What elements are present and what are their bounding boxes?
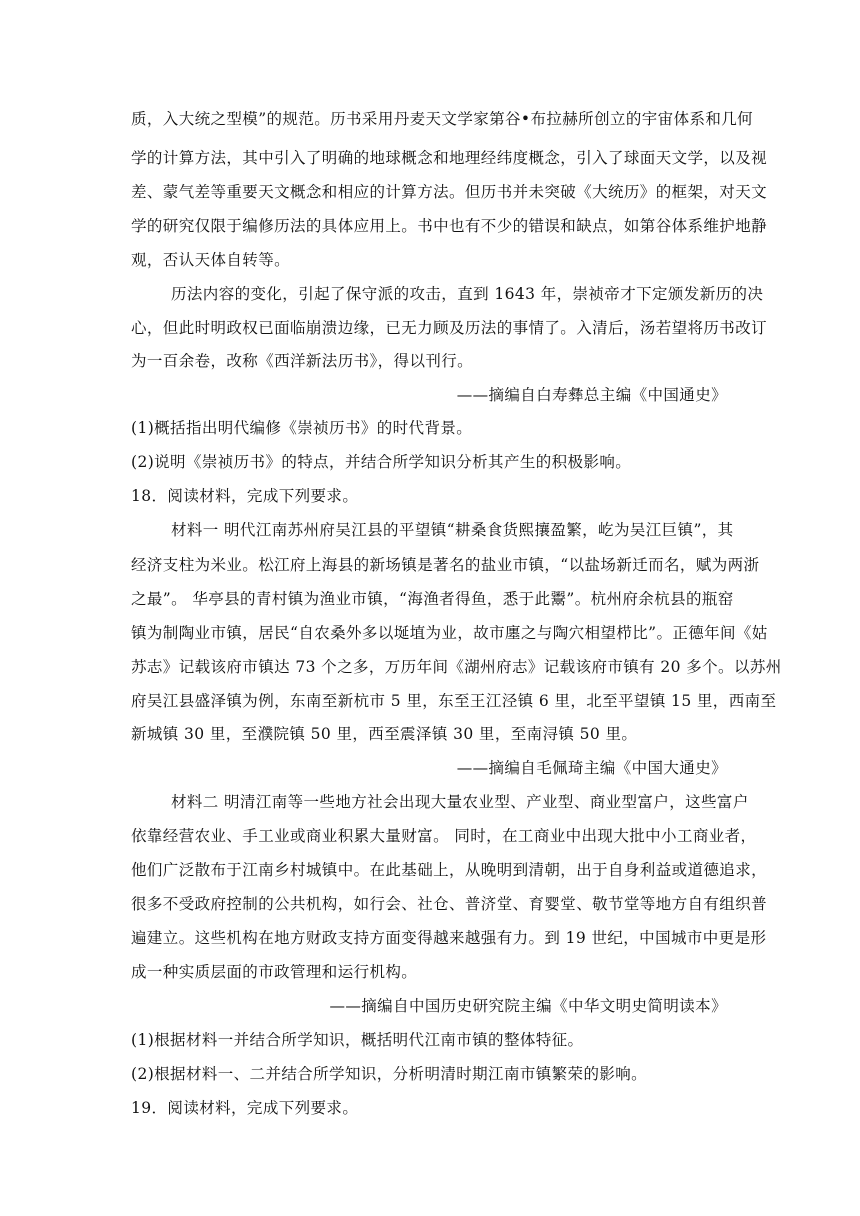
text-line: 之最”。 华亭县的青村镇为渔业市镇，“海渔者得鱼，悉于此鬻”。杭州府余杭县的瓶窑 xyxy=(131,590,734,608)
text-line: 质，入大统之型模”的规范。历书采用丹麦天文学家第谷•布拉赫所创立的宇宙体系和几何 xyxy=(131,110,754,128)
text-line: 观，否认天体自转等。 xyxy=(131,251,291,269)
text-line: 为一百余卷，改称《西洋新法历书》，得以刊行。 xyxy=(131,352,474,370)
question-item: (1)概括指出明代编修《崇祯历书》的时代背景。 xyxy=(131,419,473,437)
text-line: 材料一 明代江南苏州府吴江县的平望镇“耕桑食货熙攘盈繁，屹为吴江巨镇”，其 xyxy=(171,521,734,539)
question-item: (2)根据材料一、二并结合所学知识，分析明清时期江南市镇繁荣的影响。 xyxy=(131,1065,648,1083)
question-heading: 18．阅读材料，完成下列要求。 xyxy=(131,487,359,505)
source-citation: ——摘编自白寿彝总主编《中国通史》 xyxy=(456,386,727,404)
source-citation: ——摘编自毛佩琦主编《中国大通史》 xyxy=(456,759,727,777)
text-line: 学的计算方法，其中引入了明确的地球概念和地理经纬度概念，引入了球面天文学，以及视 xyxy=(131,149,768,167)
text-line: 历法内容的变化，引起了保守派的攻击，直到 1643 年，崇祯帝才下定颁发新历的决 xyxy=(171,285,764,303)
text-line: 材料二 明清江南等一些地方社会出现大量农业型、产业型、商业型富户，这些富户 xyxy=(171,793,749,811)
text-line: 经济支柱为米业。松江府上海县的新场镇是著名的盐业市镇，“以盐场新迁而名，赋为两浙 xyxy=(131,556,760,574)
text-line: 心，但此时明政权已面临崩溃边缘，已无力顾及历法的事情了。入清后，汤若望将历书改订 xyxy=(131,319,768,337)
text-line: 苏志》记载该府市镇达 73 个之多，万历年间《湖州府志》记载该府市镇有 20 多个。以苏州 xyxy=(131,658,782,676)
text-line: 新城镇 30 里，至濮院镇 50 里，西至震泽镇 30 里，至南浔镇 50 里。 xyxy=(131,725,638,743)
question-heading: 19．阅读材料，完成下列要求。 xyxy=(131,1099,359,1117)
source-citation: ——摘编自中国历史研究院主编《中华文明史简明读本》 xyxy=(329,997,727,1015)
text-line: 很多不受政府控制的公共机构，如行会、社仓、普济堂、育婴堂、敬节堂等地方自有组织普 xyxy=(131,895,768,913)
text-line: 学的研究仅限于编修历法的具体应用上。书中也有不少的错误和缺点，如第谷体系维护地静 xyxy=(131,217,768,235)
text-line: 遍建立。这些机构在地方财政支持方面变得越来越强有力。到 19 世纪，中国城市中更是形 xyxy=(131,929,767,947)
text-line: 依靠经营农业、手工业或商业积累大量财富。 同时，在工商业中出现大批中小工商业者， xyxy=(131,827,757,845)
text-line: 成一种实质层面的市政管理和运行机构。 xyxy=(131,963,418,981)
text-line: 他们广泛散布于江南乡村城镇中。在此基础上，从晚明到清朝，出于自身利益或道德追求， xyxy=(131,861,768,879)
question-item: (1)根据材料一并结合所学知识，概括明代江南市镇的整体特征。 xyxy=(131,1031,584,1049)
text-line: 镇为制陶业市镇，居民“自农桑外多以埏埴为业，故市廛之与陶穴相望栉比”。正德年间《姑 xyxy=(131,624,768,642)
text-line: 差、蒙气差等重要天文概念和相应的计算方法。但历书并未突破《大统历》的框架，对天文 xyxy=(131,183,768,201)
question-item: (2)说明《崇祯历书》的特点，并结合所学知识分析其产生的积极影响。 xyxy=(131,453,632,471)
text-line: 府吴江县盛泽镇为例，东南至新杭市 5 里，东至王江泾镇 6 里，北至平望镇 15 里，西南至 xyxy=(131,692,777,710)
